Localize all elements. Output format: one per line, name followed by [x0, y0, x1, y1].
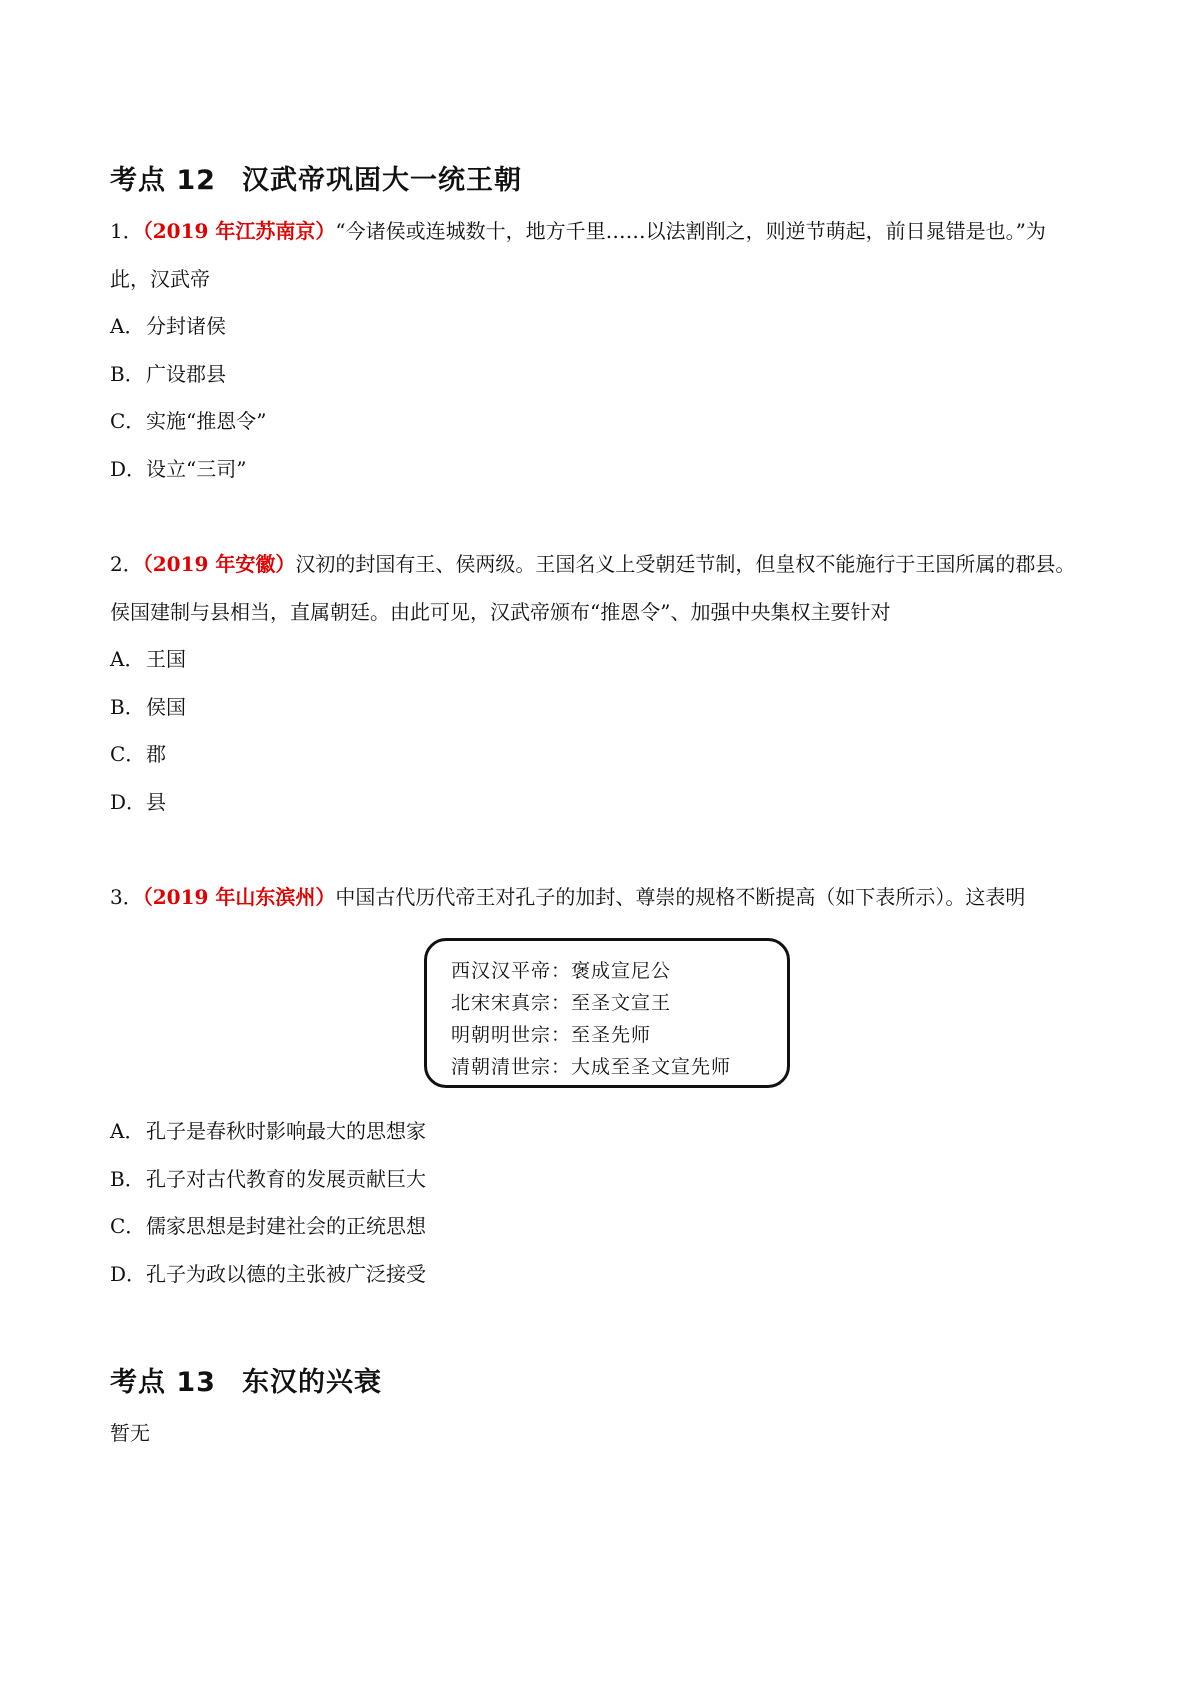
section-title-text: 东汉的兴衰 [241, 1367, 382, 1398]
question-1-stem-line1 [110, 217, 1046, 245]
question-3-option-d: D．孔子为政以德的主张被广泛接受 [110, 1262, 426, 1286]
question-2-stem-line1 [110, 550, 1075, 578]
section-number: 考点 12 [110, 165, 216, 196]
question-3-option-a: A．孔子是春秋时影响最大的思想家 [110, 1119, 426, 1143]
question-3-option-b: B．孔子对古代教育的发展贡献巨大 [110, 1167, 426, 1191]
question-stem: 中国古代历代帝王对孔子的加封、尊崇的规格不断提高（如下表所示）。这表明 [335, 885, 1026, 909]
section-13-content: 暂无 [110, 1421, 150, 1445]
table-row: 清朝清世宗：大成至圣文宣先师 [451, 1056, 732, 1078]
question-3-stem-line1 [110, 883, 1025, 911]
table-row: 西汉汉平帝：褒成宣尼公 [451, 960, 672, 982]
question-2-option-b: B．侯国 [110, 695, 186, 719]
section-title-text: 汉武帝巩固大一统王朝 [241, 165, 522, 196]
question-1-stem-line2: 此，汉武帝 [110, 267, 210, 291]
table-row: 北宋宋真宗：至圣文宣王 [451, 992, 672, 1014]
question-1-option-d: D．设立“三司” [110, 457, 247, 481]
table-row: 明朝明世宗：至圣先师 [451, 1024, 652, 1046]
section-heading-12 [110, 158, 522, 197]
question-1-option-a: A．分封诸侯 [110, 314, 226, 338]
question-2-stem-line2: 侯国建制与县相当，直属朝廷。由此可见，汉武帝颁布“推恩令”、加强中央集权主要针对 [110, 600, 891, 624]
question-3-option-c: C．儒家思想是封建社会的正统思想 [110, 1214, 426, 1238]
question-number: 1． [110, 219, 143, 243]
question-2-option-a: A．王国 [110, 647, 186, 671]
section-number: 考点 13 [110, 1367, 216, 1398]
question-number: 3． [110, 885, 143, 909]
question-source: （2019 年安徽） [142, 552, 296, 576]
question-stem: 汉初的封国有王、侯两级。王国名义上受朝廷节制，但皇权不能施行于王国所属的郡县。 [295, 552, 1076, 576]
question-source: （2019 年江苏南京） [142, 219, 336, 243]
question-1-option-c: C．实施“推恩令” [110, 409, 267, 433]
question-source: （2019 年山东滨州） [142, 885, 336, 909]
question-2-option-c: C．郡 [110, 742, 166, 766]
question-1-option-b: B．广设郡县 [110, 362, 226, 386]
question-number: 2． [110, 552, 143, 576]
emperor-titles-table [424, 938, 790, 1088]
section-heading-13 [110, 1360, 382, 1399]
question-stem: “今诸侯或连城数十，地方千里……以法割削之，则逆节萌起，前日晁错是也。”为 [335, 219, 1046, 243]
question-2-option-d: D．县 [110, 790, 166, 814]
